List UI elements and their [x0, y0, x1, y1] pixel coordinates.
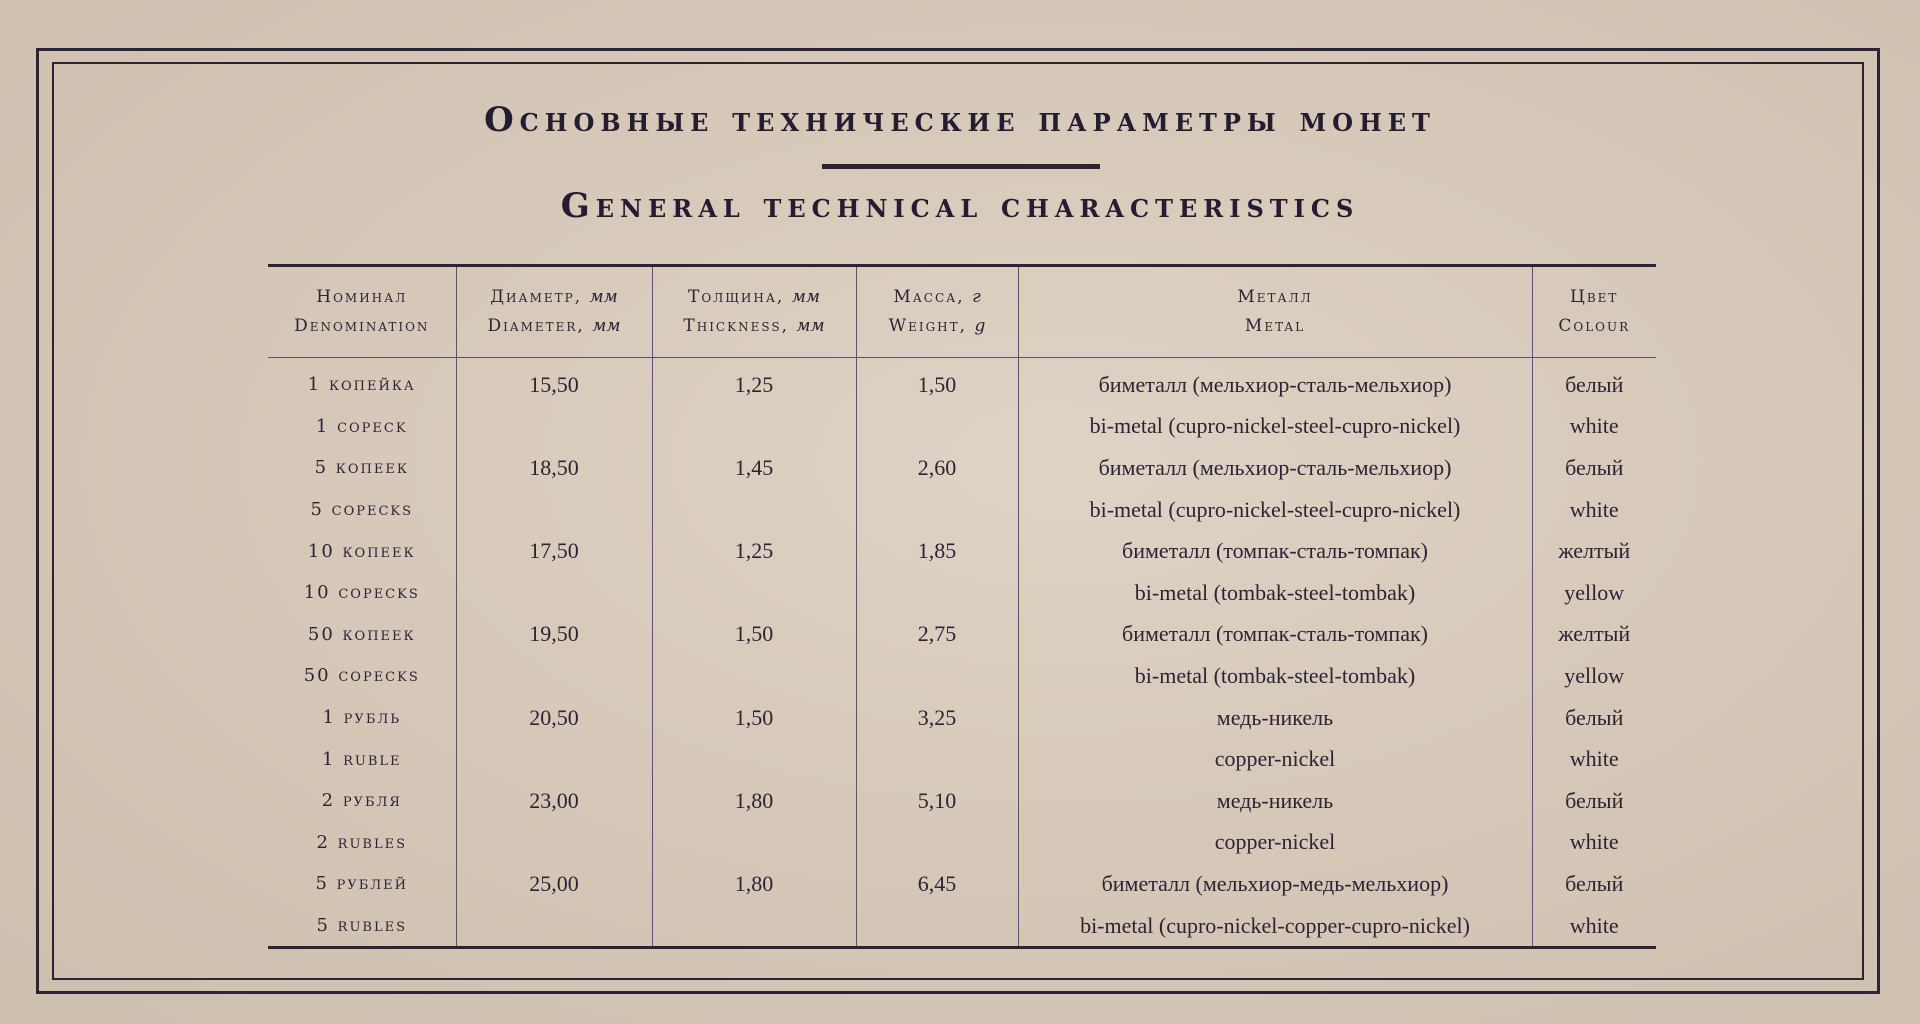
title-english: General technical characteristics — [560, 186, 1360, 226]
cell-metal: bi-metal (tombak-steel-tombak) — [1018, 655, 1532, 697]
cell-colour: белый — [1565, 704, 1624, 730]
table-row — [268, 738, 1656, 780]
cell-colour: yellow — [1564, 662, 1625, 688]
cell-metal: медь-никель — [1018, 697, 1532, 739]
cell-metal: bi-metal (cupro-nickel-steel-cupro-nickel) — [1018, 489, 1532, 531]
cell-colour: белый — [1565, 787, 1624, 813]
specs-table — [268, 264, 1656, 949]
cell-colour: желтый — [1558, 621, 1631, 647]
cell-denomination: 1 копейка — [268, 358, 456, 406]
table-body — [268, 358, 1656, 948]
cell-weight — [856, 572, 1018, 614]
cell-colour: white — [1569, 829, 1619, 855]
cell-colour: white — [1569, 746, 1619, 772]
cell-thickness — [652, 489, 856, 531]
cell-thickness — [652, 655, 856, 697]
cell-weight — [856, 905, 1018, 948]
title-divider — [822, 164, 1100, 169]
table-row — [268, 447, 1656, 489]
cell-denomination: 5 копеек — [268, 447, 456, 489]
header-label-ru: Масса, г — [893, 287, 981, 307]
cell-metal: bi-metal (tombak-steel-tombak) — [1018, 572, 1532, 614]
cell-weight: 3,25 — [856, 697, 1018, 739]
cell-diameter: 19,50 — [456, 614, 652, 656]
cell-thickness: 1,80 — [652, 780, 856, 822]
cell-diameter: 17,50 — [456, 530, 652, 572]
cell-diameter — [456, 822, 652, 864]
cell-metal: copper-nickel — [1018, 822, 1532, 864]
cell-diameter: 20,50 — [456, 697, 652, 739]
cell-thickness: 1,80 — [652, 863, 856, 905]
cell-metal: биметалл (томпак-сталь-томпак) — [1018, 530, 1532, 572]
cell-weight: 5,10 — [856, 780, 1018, 822]
title-russian: Основные технические параметры монет — [484, 100, 1436, 140]
header-label-ru: Металл — [1237, 287, 1313, 307]
header-label-en: Weight, g — [888, 316, 986, 336]
cell-diameter: 18,50 — [456, 447, 652, 489]
cell-thickness: 1,50 — [652, 614, 856, 656]
cell-thickness — [652, 738, 856, 780]
cell-metal: медь-никель — [1018, 780, 1532, 822]
column-header-diameter — [456, 266, 652, 358]
cell-diameter — [456, 655, 652, 697]
header-label-en: Denomination — [294, 316, 430, 336]
cell-denomination: 50 copecks — [268, 655, 456, 697]
cell-colour: белый — [1565, 454, 1624, 480]
cell-denomination: 1 copeck — [268, 406, 456, 448]
header-label-ru: Диаметр, мм — [490, 287, 618, 307]
header-label-en: Diameter, мм — [487, 316, 621, 336]
cell-colour: yellow — [1564, 579, 1625, 605]
cell-thickness: 1,45 — [652, 447, 856, 489]
cell-weight — [856, 822, 1018, 864]
table-header-row — [268, 266, 1656, 358]
cell-colour: белый — [1565, 870, 1624, 896]
cell-thickness: 1,25 — [652, 358, 856, 406]
cell-denomination: 2 рубля — [268, 780, 456, 822]
column-header-thickness — [652, 266, 856, 358]
cell-diameter — [456, 572, 652, 614]
cell-diameter — [456, 406, 652, 448]
cell-denomination: 1 ruble — [268, 738, 456, 780]
cell-denomination: 2 rubles — [268, 822, 456, 864]
specs-table-container — [268, 264, 1656, 949]
cell-metal: биметалл (мельхиор-сталь-мельхиор) — [1018, 358, 1532, 406]
cell-colour: белый — [1565, 371, 1624, 397]
cell-thickness — [652, 572, 856, 614]
column-header-colour — [1532, 266, 1656, 358]
table-row — [268, 905, 1656, 948]
cell-thickness: 1,25 — [652, 530, 856, 572]
table-row — [268, 489, 1656, 531]
table-row — [268, 406, 1656, 448]
cell-denomination: 1 рубль — [268, 697, 456, 739]
cell-denomination: 50 копеек — [268, 614, 456, 656]
cell-thickness — [652, 822, 856, 864]
column-header-weight — [856, 266, 1018, 358]
cell-colour: white — [1569, 912, 1619, 938]
table-row — [268, 614, 1656, 656]
cell-metal: copper-nickel — [1018, 738, 1532, 780]
table-row — [268, 863, 1656, 905]
header-label-en: Thickness, мм — [683, 316, 825, 336]
cell-thickness — [652, 406, 856, 448]
cell-metal: биметалл (мельхиор-медь-мельхиор) — [1018, 863, 1532, 905]
header-label-ru: Цвет — [1570, 287, 1619, 307]
column-header-denomination — [268, 266, 456, 358]
column-header-metal — [1018, 266, 1532, 358]
table-row — [268, 697, 1656, 739]
table-row — [268, 780, 1656, 822]
cell-thickness — [652, 905, 856, 948]
cell-denomination: 5 рублей — [268, 863, 456, 905]
cell-diameter: 23,00 — [456, 780, 652, 822]
table-row — [268, 530, 1656, 572]
cell-diameter — [456, 738, 652, 780]
header-label-en: Colour — [1558, 316, 1631, 336]
cell-metal: bi-metal (cupro-nickel-steel-cupro-nickel) — [1018, 406, 1532, 448]
table-row — [268, 572, 1656, 614]
cell-denomination: 10 copecks — [268, 572, 456, 614]
cell-diameter — [456, 489, 652, 531]
cell-diameter: 15,50 — [456, 358, 652, 406]
cell-metal: биметалл (томпак-сталь-томпак) — [1018, 614, 1532, 656]
header-label-ru: Номинал — [316, 287, 408, 307]
cell-weight — [856, 655, 1018, 697]
cell-diameter: 25,00 — [456, 863, 652, 905]
cell-metal: bi-metal (cupro-nickel-copper-cupro-nickel) — [1018, 905, 1532, 948]
cell-colour: white — [1569, 413, 1619, 439]
cell-weight — [856, 406, 1018, 448]
cell-colour: желтый — [1558, 538, 1631, 564]
header-label-en: Metal — [1244, 316, 1306, 336]
cell-weight: 2,60 — [856, 447, 1018, 489]
cell-weight: 2,75 — [856, 614, 1018, 656]
cell-denomination: 10 копеек — [268, 530, 456, 572]
header-label-ru: Толщина, мм — [688, 287, 820, 307]
cell-thickness: 1,50 — [652, 697, 856, 739]
table-row — [268, 822, 1656, 864]
cell-weight: 1,85 — [856, 530, 1018, 572]
cell-weight: 1,50 — [856, 358, 1018, 406]
cell-weight — [856, 738, 1018, 780]
cell-denomination: 5 rubles — [268, 905, 456, 948]
cell-denomination: 5 copecks — [268, 489, 456, 531]
cell-weight: 6,45 — [856, 863, 1018, 905]
cell-colour: white — [1569, 496, 1619, 522]
table-row — [268, 358, 1656, 406]
table-row — [268, 655, 1656, 697]
cell-metal: биметалл (мельхиор-сталь-мельхиор) — [1018, 447, 1532, 489]
cell-weight — [856, 489, 1018, 531]
cell-diameter — [456, 905, 652, 948]
